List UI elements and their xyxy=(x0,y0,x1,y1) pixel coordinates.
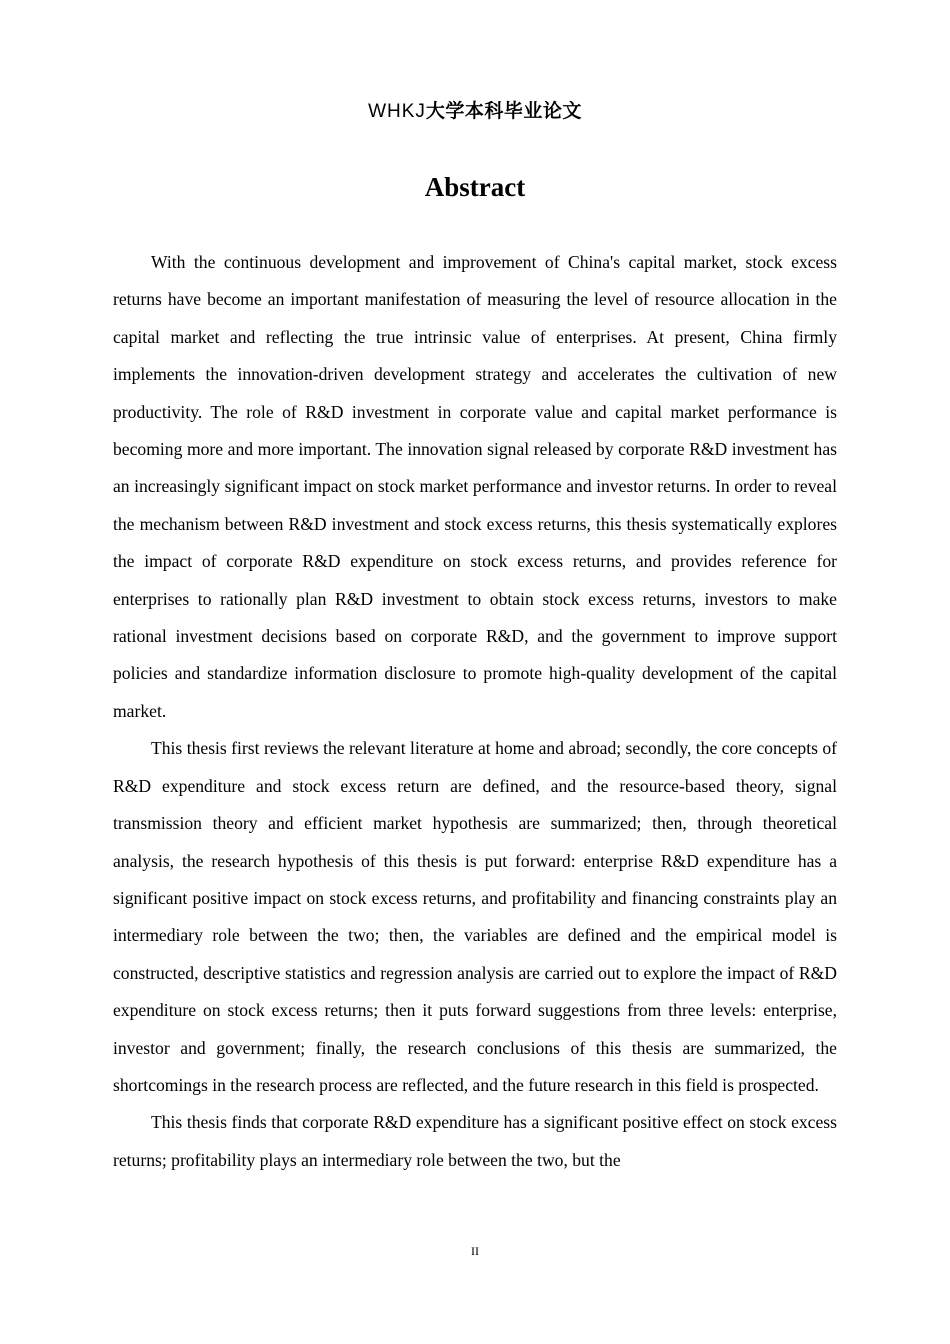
running-header xyxy=(0,96,950,123)
abstract-paragraph-2: This thesis first reviews the relevant literature at home and abroad; secondly, the core concepts of R&D expenditure and stock excess return are defined, and the resource-based theory, signal transmission theory and efficient market hypothesis are summarized; then, through theoretical analysis, the research hypothesis of this thesis is put forward: enterprise R&D expenditure has a significant positive impact on stock excess returns, and profitability and financing constraints play an intermediary role between the two; then, the variables are defined and the empirical model is constructed, descriptive statistics and regression analysis are carried out to explore the impact of R&D expenditure on stock excess returns; then it puts forward suggestions from three levels: enterprise, investor and government; finally, the research conclusions of this thesis are summarized, the shortcomings in the research process are reflected, and the future research in this field is prospected. xyxy=(113,738,837,1095)
abstract-title: Abstract xyxy=(424,172,526,202)
header-latin-text: WHKJ xyxy=(368,101,426,122)
abstract-paragraph-3: This thesis finds that corporate R&D expenditure has a significant positive effect on stock excess returns; profitability plays an intermediary role between the two, but the xyxy=(113,1112,837,1170)
page-number: II xyxy=(471,1244,479,1258)
abstract-body xyxy=(113,244,837,1179)
abstract-paragraph-1: With the continuous development and improvement of China's capital market, stock excess returns have become an important manifestation of measuring the level of resource allocation in the capital market and reflecting the true intrinsic value of enterprises. At present, China firmly implements the innovation-driven development strategy and accelerates the cultivation of new productivity. The role of R&D investment in corporate value and capital market performance is becoming more and more important. The innovation signal released by corporate R&D investment has an increasingly significant impact on stock market performance and investor returns. In order to reveal the mechanism between R&D investment and stock excess returns, this thesis systematically explores the impact of corporate R&D expenditure on stock excess returns, and provides reference for enterprises to rationally plan R&D investment to obtain stock excess returns, investors to make rational investment decisions based on corporate R&D, and the government to improve support policies and standardize information disclosure to promote high-quality development of the capital market. xyxy=(113,252,837,721)
header-cjk-text: 大学本科毕业论文 xyxy=(425,100,582,122)
